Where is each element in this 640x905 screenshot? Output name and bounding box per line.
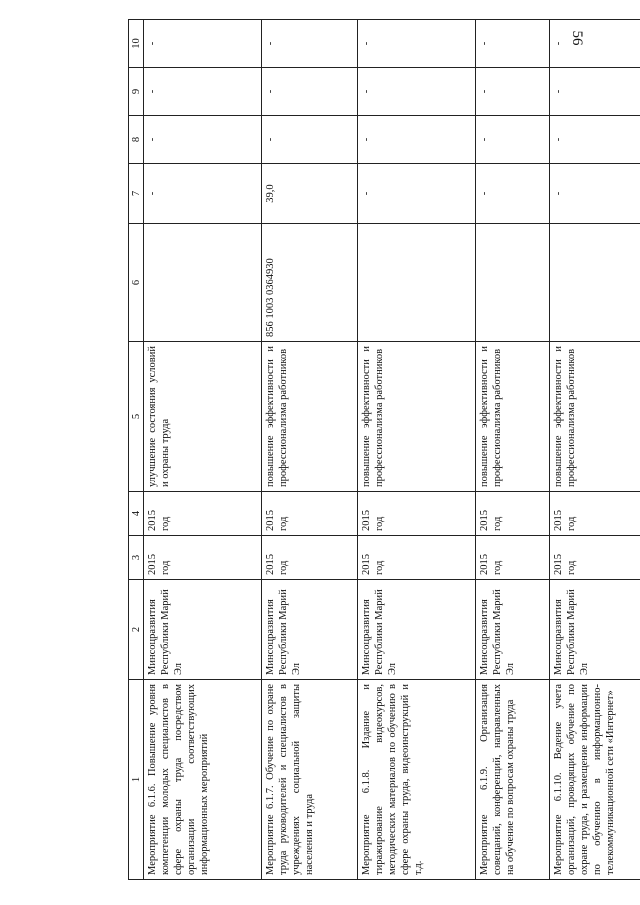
value-col-7: - (475, 164, 549, 224)
rotated-table-container (128, 20, 640, 880)
start-date: 2015 год (261, 536, 357, 580)
executor: Минсоцразвития Республики Марий Эл (261, 580, 357, 680)
expected-result: повышение эффективности и профессионализма работников (550, 342, 640, 492)
end-date: 2015 год (261, 492, 357, 536)
column-header: 1 (129, 680, 144, 880)
value-col-8: - (550, 116, 640, 164)
budget-code: 856 1003 0364930 (261, 224, 357, 342)
column-header: 5 (129, 342, 144, 492)
expected-result: повышение эффективности и профессионализма работников (261, 342, 357, 492)
start-date: 2015 год (475, 536, 549, 580)
executor: Минсоцразвития Республики Марий Эл (357, 580, 475, 680)
value-col-8: - (144, 116, 262, 164)
value-col-8: - (261, 116, 357, 164)
column-header: 3 (129, 536, 144, 580)
program-measures-table (128, 19, 640, 880)
value-col-7: - (357, 164, 475, 224)
budget-code (550, 224, 640, 342)
measure-name: Мероприятие 6.1.9. Организация совещаний, конференций, направленных на обучение по вопросам охраны труда (475, 680, 549, 880)
column-header: 10 (129, 20, 144, 68)
value-col-8: - (475, 116, 549, 164)
value-col-8: - (357, 116, 475, 164)
value-col-10: - (550, 20, 640, 68)
value-col-10: - (144, 20, 262, 68)
budget-code (475, 224, 549, 342)
budget-code (357, 224, 475, 342)
executor: Минсоцразвития Республики Марий Эл (475, 580, 549, 680)
value-col-10: - (475, 20, 549, 68)
column-header: 8 (129, 116, 144, 164)
expected-result: повышение эффективности и профессионализма работников (357, 342, 475, 492)
column-header: 6 (129, 224, 144, 342)
executor: Минсоцразвития Республики Марий Эл (550, 580, 640, 680)
column-header: 4 (129, 492, 144, 536)
expected-result: повышение эффективности и профессионализма работников (475, 342, 549, 492)
measure-name: Мероприятие 6.1.6. Повышение уровня компетенции молодых специалистов в сфере охраны труда посредством организации соответствующих информационных мероприятий (144, 680, 262, 880)
value-col-7: - (550, 164, 640, 224)
start-date: 2015 год (550, 536, 640, 580)
end-date: 2015 год (550, 492, 640, 536)
header-row (129, 20, 144, 880)
end-date: 2015 год (144, 492, 262, 536)
table-row (261, 20, 357, 880)
end-date: 2015 год (357, 492, 475, 536)
table-row (475, 20, 549, 880)
value-col-9: - (357, 68, 475, 116)
value-col-7: 39,0 (261, 164, 357, 224)
table-row (357, 20, 475, 880)
measure-name: Мероприятие 6.1.8. Издание и тиражирование видеокурсов, методических материалов по обучению в сфере охраны труда, видеоинструкций и т.д. (357, 680, 475, 880)
table-row (550, 20, 640, 880)
column-header: 2 (129, 580, 144, 680)
table-row (144, 20, 262, 880)
value-col-9: - (261, 68, 357, 116)
executor: Минсоцразвития Республики Марий Эл (144, 580, 262, 680)
value-col-10: - (357, 20, 475, 68)
column-header: 9 (129, 68, 144, 116)
end-date: 2015 год (475, 492, 549, 536)
value-col-9: - (550, 68, 640, 116)
start-date: 2015 год (357, 536, 475, 580)
start-date: 2015 год (144, 536, 262, 580)
measure-name: Мероприятие 6.1.7. Обучение по охране труда руководителей и специалистов в учреждениях социальной защиты населения и труда (261, 680, 357, 880)
expected-result: улучшение состояния условий и охраны труда (144, 342, 262, 492)
value-col-7: - (144, 164, 262, 224)
value-col-10: - (261, 20, 357, 68)
column-header: 7 (129, 164, 144, 224)
budget-code (144, 224, 262, 342)
value-col-9: - (144, 68, 262, 116)
measure-name: Мероприятие 6.1.10. Ведение учета организаций, проводящих обучение по охране труда, и размещение информации по обучению в информационно-телекоммуникационной сети «Интернет» (550, 680, 640, 880)
page-number: 56 (569, 30, 585, 46)
value-col-9: - (475, 68, 549, 116)
